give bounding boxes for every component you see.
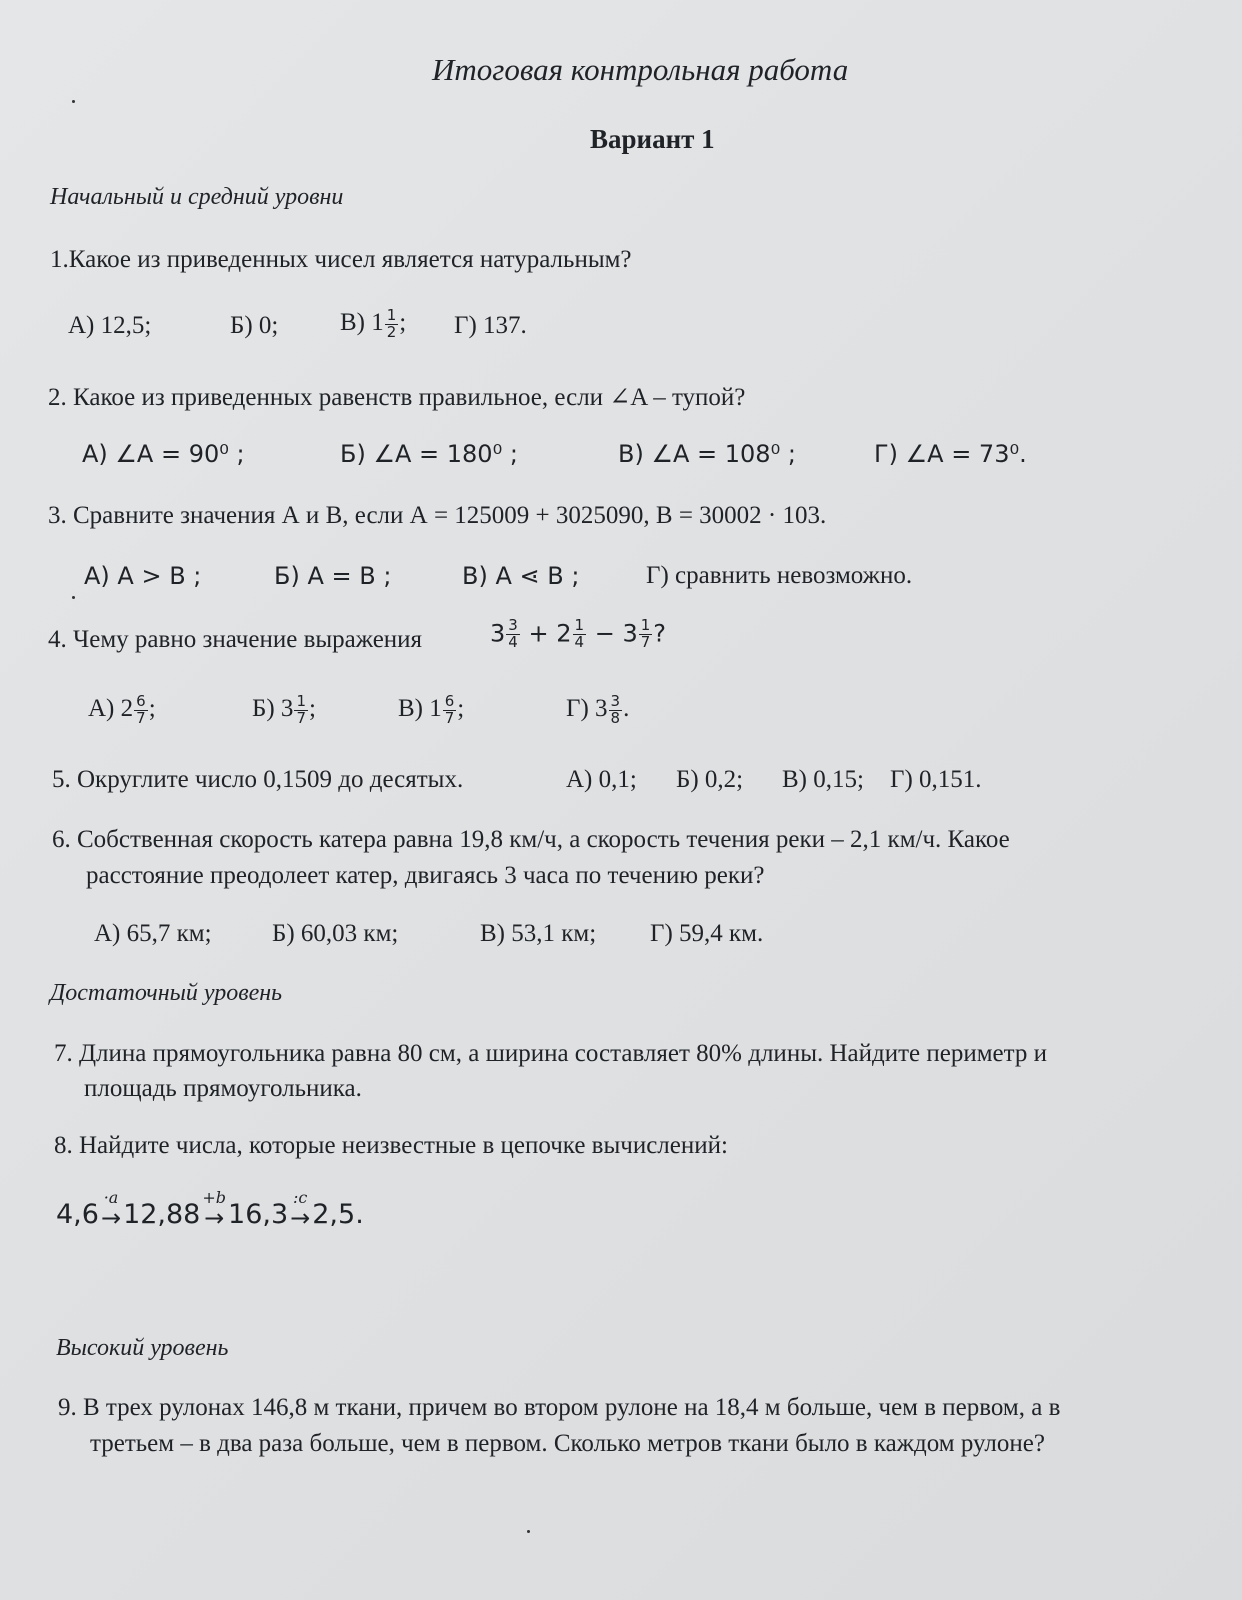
question-5-option-a: А) 0,1; [566,766,637,793]
question-4-option-d: Г) 3 $\frac{3}{8}$ . [566,692,630,727]
page-title: Итоговая контрольная работа [432,52,849,87]
question-7-line-2: площадь прямоугольника. [84,1075,362,1102]
question-3-option-c: В) A ⋖ B ; [462,562,580,590]
question-6-line-2: расстояние преодолеет катер, двигаясь 3 часа по течению реки? [86,862,765,889]
question-1-option-a: А) 12,5; [68,312,152,339]
paper-speck [72,596,75,599]
question-8: 8. Найдите числа, которые неизвестные в цепочке вычислений: [54,1132,728,1159]
question-1-option-c: В) 1 $\frac{1}{2}$ ; [340,306,407,341]
arrow-operation: :c → [290,1188,311,1232]
paper-speck [72,100,75,103]
question-2-option-d: Г) ∠A = 73⁰. [874,440,1027,468]
question-6-option-b: Б) 60,03 км; [272,920,399,947]
question-6-option-a: А) 65,7 км; [94,920,212,947]
question-3-option-d: Г) сравнить невозможно. [646,562,913,589]
level-heading-basic: Начальный и средний уровни [50,184,344,210]
question-7-line-1: 7. Длина прямоугольника равна 80 см, а ширина составляет 80% длины. Найдите периметр и [54,1040,1048,1067]
question-4-expression: 3 $\frac{3}{4}$ + 2 $\frac{1}{4}$ − 3 $\frac{1}{7}$ ? [490,616,667,651]
question-4-option-b: Б) 3 $\frac{1}{7}$ ; [252,692,316,727]
level-heading-sufficient: Достаточный уровень [50,980,283,1006]
question-8-chain: 4,6 ·a → 12,88 +b → 16,3 :c → 2,5. [56,1188,364,1232]
question-2-option-a: А) ∠A = 90⁰ ; [82,440,245,468]
arrow-operation: +b → [202,1188,227,1232]
question-4-option-a: А) 2 $\frac{6}{7}$ ; [88,692,156,727]
question-2: 2. Какое из приведенных равенств правильное, если ∠A – тупой? [48,384,746,411]
question-9-line-1: 9. В трех рулонах 146,8 м ткани, причем во втором рулоне на 18,4 м больше, чем в первом, а в [58,1394,1061,1421]
question-1: 1.Какое из приведенных чисел является натуральным? [50,246,632,273]
question-4-option-c: В) 1 $\frac{6}{7}$ ; [398,692,465,727]
question-2-option-b: Б) ∠A = 180⁰ ; [340,440,518,468]
question-4: 4. Чему равно значение выражения [48,626,423,653]
variant-heading: Вариант 1 [590,124,715,154]
question-5-option-c: В) 0,15; [782,766,864,793]
arrow-operation: ·a → [100,1188,122,1232]
question-6-option-d: Г) 59,4 км. [650,920,764,947]
question-5-option-d: Г) 0,151. [890,766,982,793]
paper-speck [527,1530,530,1533]
question-6-line-1: 6. Собственная скорость катера равна 19,8 км/ч, а скорость течения реки – 2,1 км/ч. Какое [52,826,1010,853]
question-3-option-a: А) A > B ; [84,562,202,590]
question-1-option-b: Б) 0; [230,312,279,339]
question-3: 3. Сравните значения А и В, если А = 125009 + 3025090, В = 30002 · 103. [48,502,827,529]
question-5-option-b: Б) 0,2; [676,766,744,793]
question-3-option-b: Б) A = B ; [274,562,392,590]
question-5: 5. Округлите число 0,1509 до десятых. [52,766,464,793]
question-2-option-c: В) ∠A = 108⁰ ; [618,440,796,468]
question-9-line-2: третьем – в два раза больше, чем в первом. Сколько метров ткани было в каждом рулоне? [90,1430,1045,1457]
question-6-option-c: В) 53,1 км; [480,920,597,947]
level-heading-high: Высокий уровень [56,1335,229,1361]
question-1-option-d: Г) 137. [454,312,527,339]
fraction: $\frac{1}{2}$ [386,306,397,341]
